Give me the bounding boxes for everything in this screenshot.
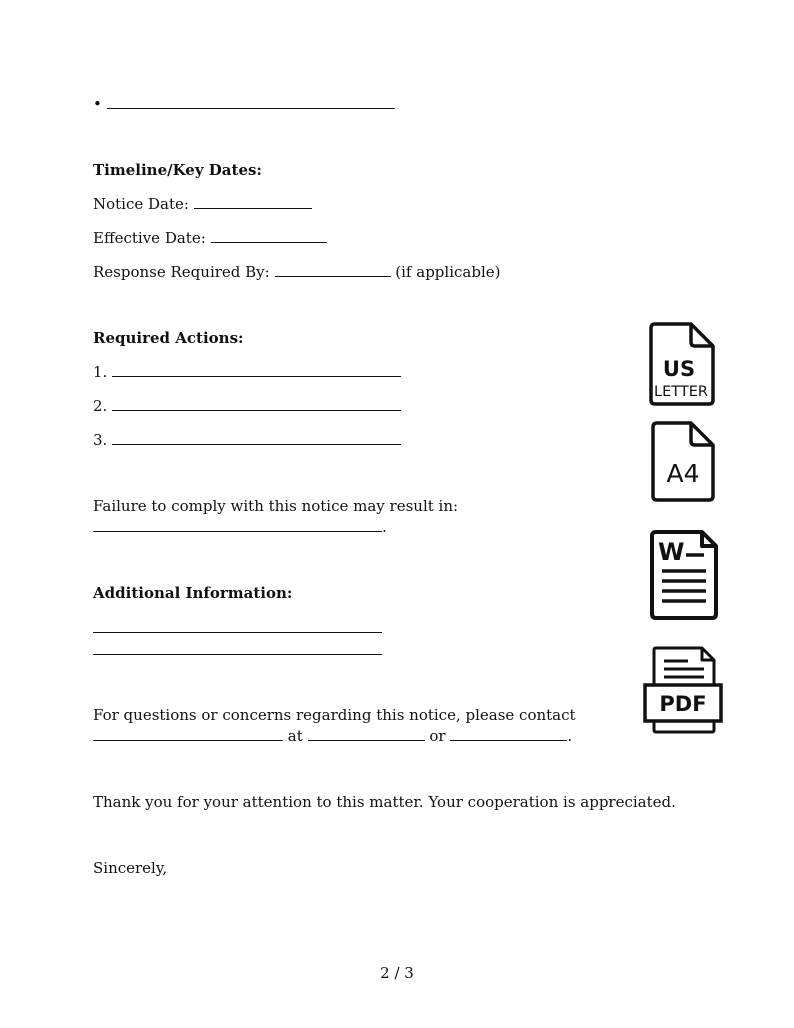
failure-period: . bbox=[382, 518, 387, 536]
notice-date-label: Notice Date: bbox=[93, 195, 189, 213]
word-document-download-icon[interactable] bbox=[648, 528, 720, 622]
action-number: 3. bbox=[93, 431, 108, 449]
additional-info-heading: Additional Information: bbox=[93, 584, 293, 602]
contact-name-blank[interactable] bbox=[93, 728, 283, 741]
a4-icon-label: A4 bbox=[666, 459, 700, 488]
response-row bbox=[93, 263, 500, 281]
contact-row bbox=[93, 727, 572, 745]
required-actions-heading: Required Actions: bbox=[93, 329, 244, 347]
thanks-text: Thank you for your attention to this matter. Your cooperation is appreciated. bbox=[93, 793, 676, 811]
pdf-icon-label: PDF bbox=[659, 692, 707, 716]
action-item bbox=[93, 363, 401, 381]
contact-period: . bbox=[567, 727, 573, 745]
response-blank[interactable] bbox=[275, 264, 391, 277]
action-item bbox=[93, 431, 401, 449]
action-blank[interactable] bbox=[112, 432, 401, 445]
contact-email-blank[interactable] bbox=[450, 728, 567, 741]
action-blank[interactable] bbox=[112, 364, 401, 377]
contact-phone-blank[interactable] bbox=[308, 728, 425, 741]
action-number: 2. bbox=[93, 397, 108, 415]
response-label: Response Required By: bbox=[93, 263, 270, 281]
effective-date-label: Effective Date: bbox=[93, 229, 206, 247]
page-number: 2 / 3 bbox=[380, 964, 414, 982]
timeline-heading: Timeline/Key Dates: bbox=[93, 161, 262, 179]
closing-text: Sincerely, bbox=[93, 859, 168, 877]
us-letter-icon-line1: US bbox=[662, 357, 696, 381]
failure-blank[interactable] bbox=[93, 519, 382, 532]
bullet-blank-line bbox=[93, 95, 395, 113]
a4-download-icon[interactable] bbox=[648, 420, 718, 504]
effective-date-row bbox=[93, 229, 327, 247]
additional-info-line[interactable] bbox=[93, 654, 382, 655]
bullet: • bbox=[93, 95, 102, 113]
response-suffix: (if applicable) bbox=[395, 263, 501, 281]
notice-date-row bbox=[93, 195, 312, 213]
contact-at: at bbox=[287, 727, 303, 745]
pdf-download-icon[interactable] bbox=[642, 644, 724, 736]
effective-date-blank[interactable] bbox=[211, 230, 327, 243]
contact-text: For questions or concerns regarding this notice, please contact bbox=[93, 706, 576, 724]
action-number: 1. bbox=[93, 363, 108, 381]
us-letter-icon-line2: LETTER bbox=[654, 384, 708, 400]
action-blank[interactable] bbox=[112, 398, 401, 411]
word-icon-letter: W bbox=[658, 538, 685, 566]
us-letter-download-icon[interactable] bbox=[645, 320, 717, 408]
failure-row bbox=[93, 518, 387, 536]
failure-text: Failure to comply with this notice may result in: bbox=[93, 497, 459, 515]
action-item bbox=[93, 397, 401, 415]
notice-date-blank[interactable] bbox=[194, 196, 312, 209]
additional-info-line[interactable] bbox=[93, 632, 382, 633]
blank-line[interactable] bbox=[107, 96, 395, 109]
contact-or: or bbox=[429, 727, 446, 745]
